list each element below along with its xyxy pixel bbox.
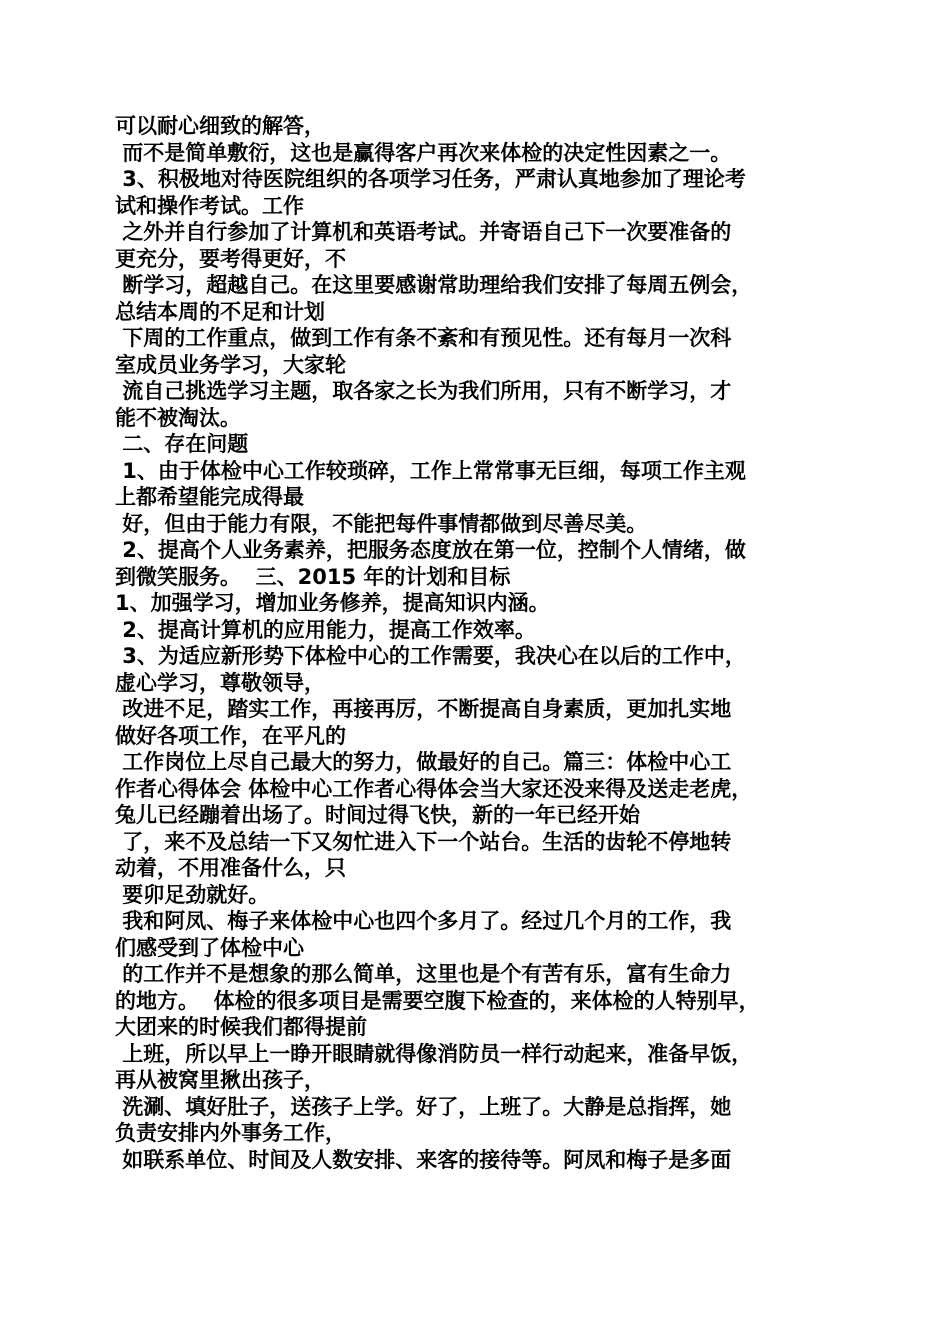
text-line: 二、存在问题 xyxy=(115,432,249,456)
text-line: 1、由于体检中心工作较琐碎，工作上常常事无巨细，每项工作主观 xyxy=(115,458,746,483)
text-line: 上班，所以早上一睁开眼睛就得像消防员一样行动起来，准备早饭， xyxy=(115,1041,753,1066)
text-line: 作者心得体会 体检中心工作者心得体会当大家还没来得及送走老虎， xyxy=(115,776,753,801)
text-line: 室成员业务学习，大家轮 xyxy=(115,352,346,377)
text-line: 要卯足劲就好。 xyxy=(115,882,270,907)
text-line: 上都希望能完成得最 xyxy=(115,485,304,509)
text-line: 2、提高个人业务素养，把服务态度放在第一位，控制个人情绪，做 xyxy=(115,538,746,562)
text-line: 工作岗位上尽自己最大的努力，做最好的自己。篇三：体检中心工 xyxy=(115,750,732,774)
text-line: 好，但由于能力有限，不能把每件事情都做到尽善尽美。 xyxy=(115,511,648,536)
text-line: 到微笑服务。 三、2015 年的计划和目标 xyxy=(115,564,511,589)
text-line: 3、为适应新形势下体检中心的工作需要，我决心在以后的工作中， xyxy=(115,644,746,668)
text-line: 之外并自行参加了计算机和英语考试。并寄语自己下一次要准备的 xyxy=(115,220,732,244)
document-page xyxy=(115,113,835,1173)
text-line: 如联系单位、时间及人数安排、来客的接待等。阿凤和梅子是多面 xyxy=(115,1147,732,1172)
text-line: 断学习，超越自己。在这里要感谢常助理给我们安排了每周五例会， xyxy=(115,273,753,297)
text-line: 负责安排内外事务工作， xyxy=(115,1121,346,1145)
text-line: 动着，不用准备什么，只 xyxy=(115,856,346,880)
text-line: 我和阿凤、梅子来体检中心也四个多月了。经过几个月的工作，我 xyxy=(115,909,732,933)
text-line: 3、积极地对待医院组织的各项学习任务，严肃认真地参加了理论考 xyxy=(115,167,746,191)
text-line: 2、提高计算机的应用能力，提高工作效率。 xyxy=(115,617,536,642)
text-line: 了，来不及总结一下又匆忙进入下一个站台。生活的齿轮不停地转 xyxy=(115,829,732,854)
text-line: 下周的工作重点，做到工作有条不紊和有预见性。还有每月一次科 xyxy=(115,326,732,350)
text-line: 1、加强学习，增加业务修养，提高知识内涵。 xyxy=(115,591,550,615)
text-line: 可以耐心细致的解答， xyxy=(115,114,325,138)
text-line: 们感受到了体检中心 xyxy=(115,935,304,960)
text-line: 再从被窝里揪出孩子， xyxy=(115,1068,325,1092)
text-line: 的地方。 体检的很多项目是需要空腹下检查的，来体检的人特别早， xyxy=(115,988,760,1013)
text-line: 虚心学习，尊敬领导， xyxy=(115,670,325,695)
text-line: 的工作并不是想象的那么简单，这里也是个有苦有乐，富有生命力 xyxy=(115,962,732,986)
text-line: 做好各项工作，在平凡的 xyxy=(115,723,346,748)
text-line: 总结本周的不足和计划 xyxy=(115,299,325,324)
text-line: 试和操作考试。工作 xyxy=(115,193,304,218)
text-line: 大团来的时候我们都得提前 xyxy=(115,1015,367,1039)
text-line: 改进不足，踏实工作，再接再厉，不断提高自身素质，更加扎实地 xyxy=(115,697,732,721)
text-line: 洗涮、填好肚子，送孩子上学。好了，上班了。大静是总指挥，她 xyxy=(115,1094,732,1119)
text-line: 能不被淘汰。 xyxy=(115,405,241,430)
text-line: 流自己挑选学习主题，取各家之长为我们所用，只有不断学习，才 xyxy=(115,379,732,403)
text-line: 更充分，要考得更好，不 xyxy=(115,246,346,271)
text-line: 兔儿已经蹦着出场了。时间过得飞快，新的一年已经开始 xyxy=(115,803,640,827)
text-line: 而不是简单敷衍，这也是赢得客户再次来体检的决定性因素之一。 xyxy=(115,140,732,165)
